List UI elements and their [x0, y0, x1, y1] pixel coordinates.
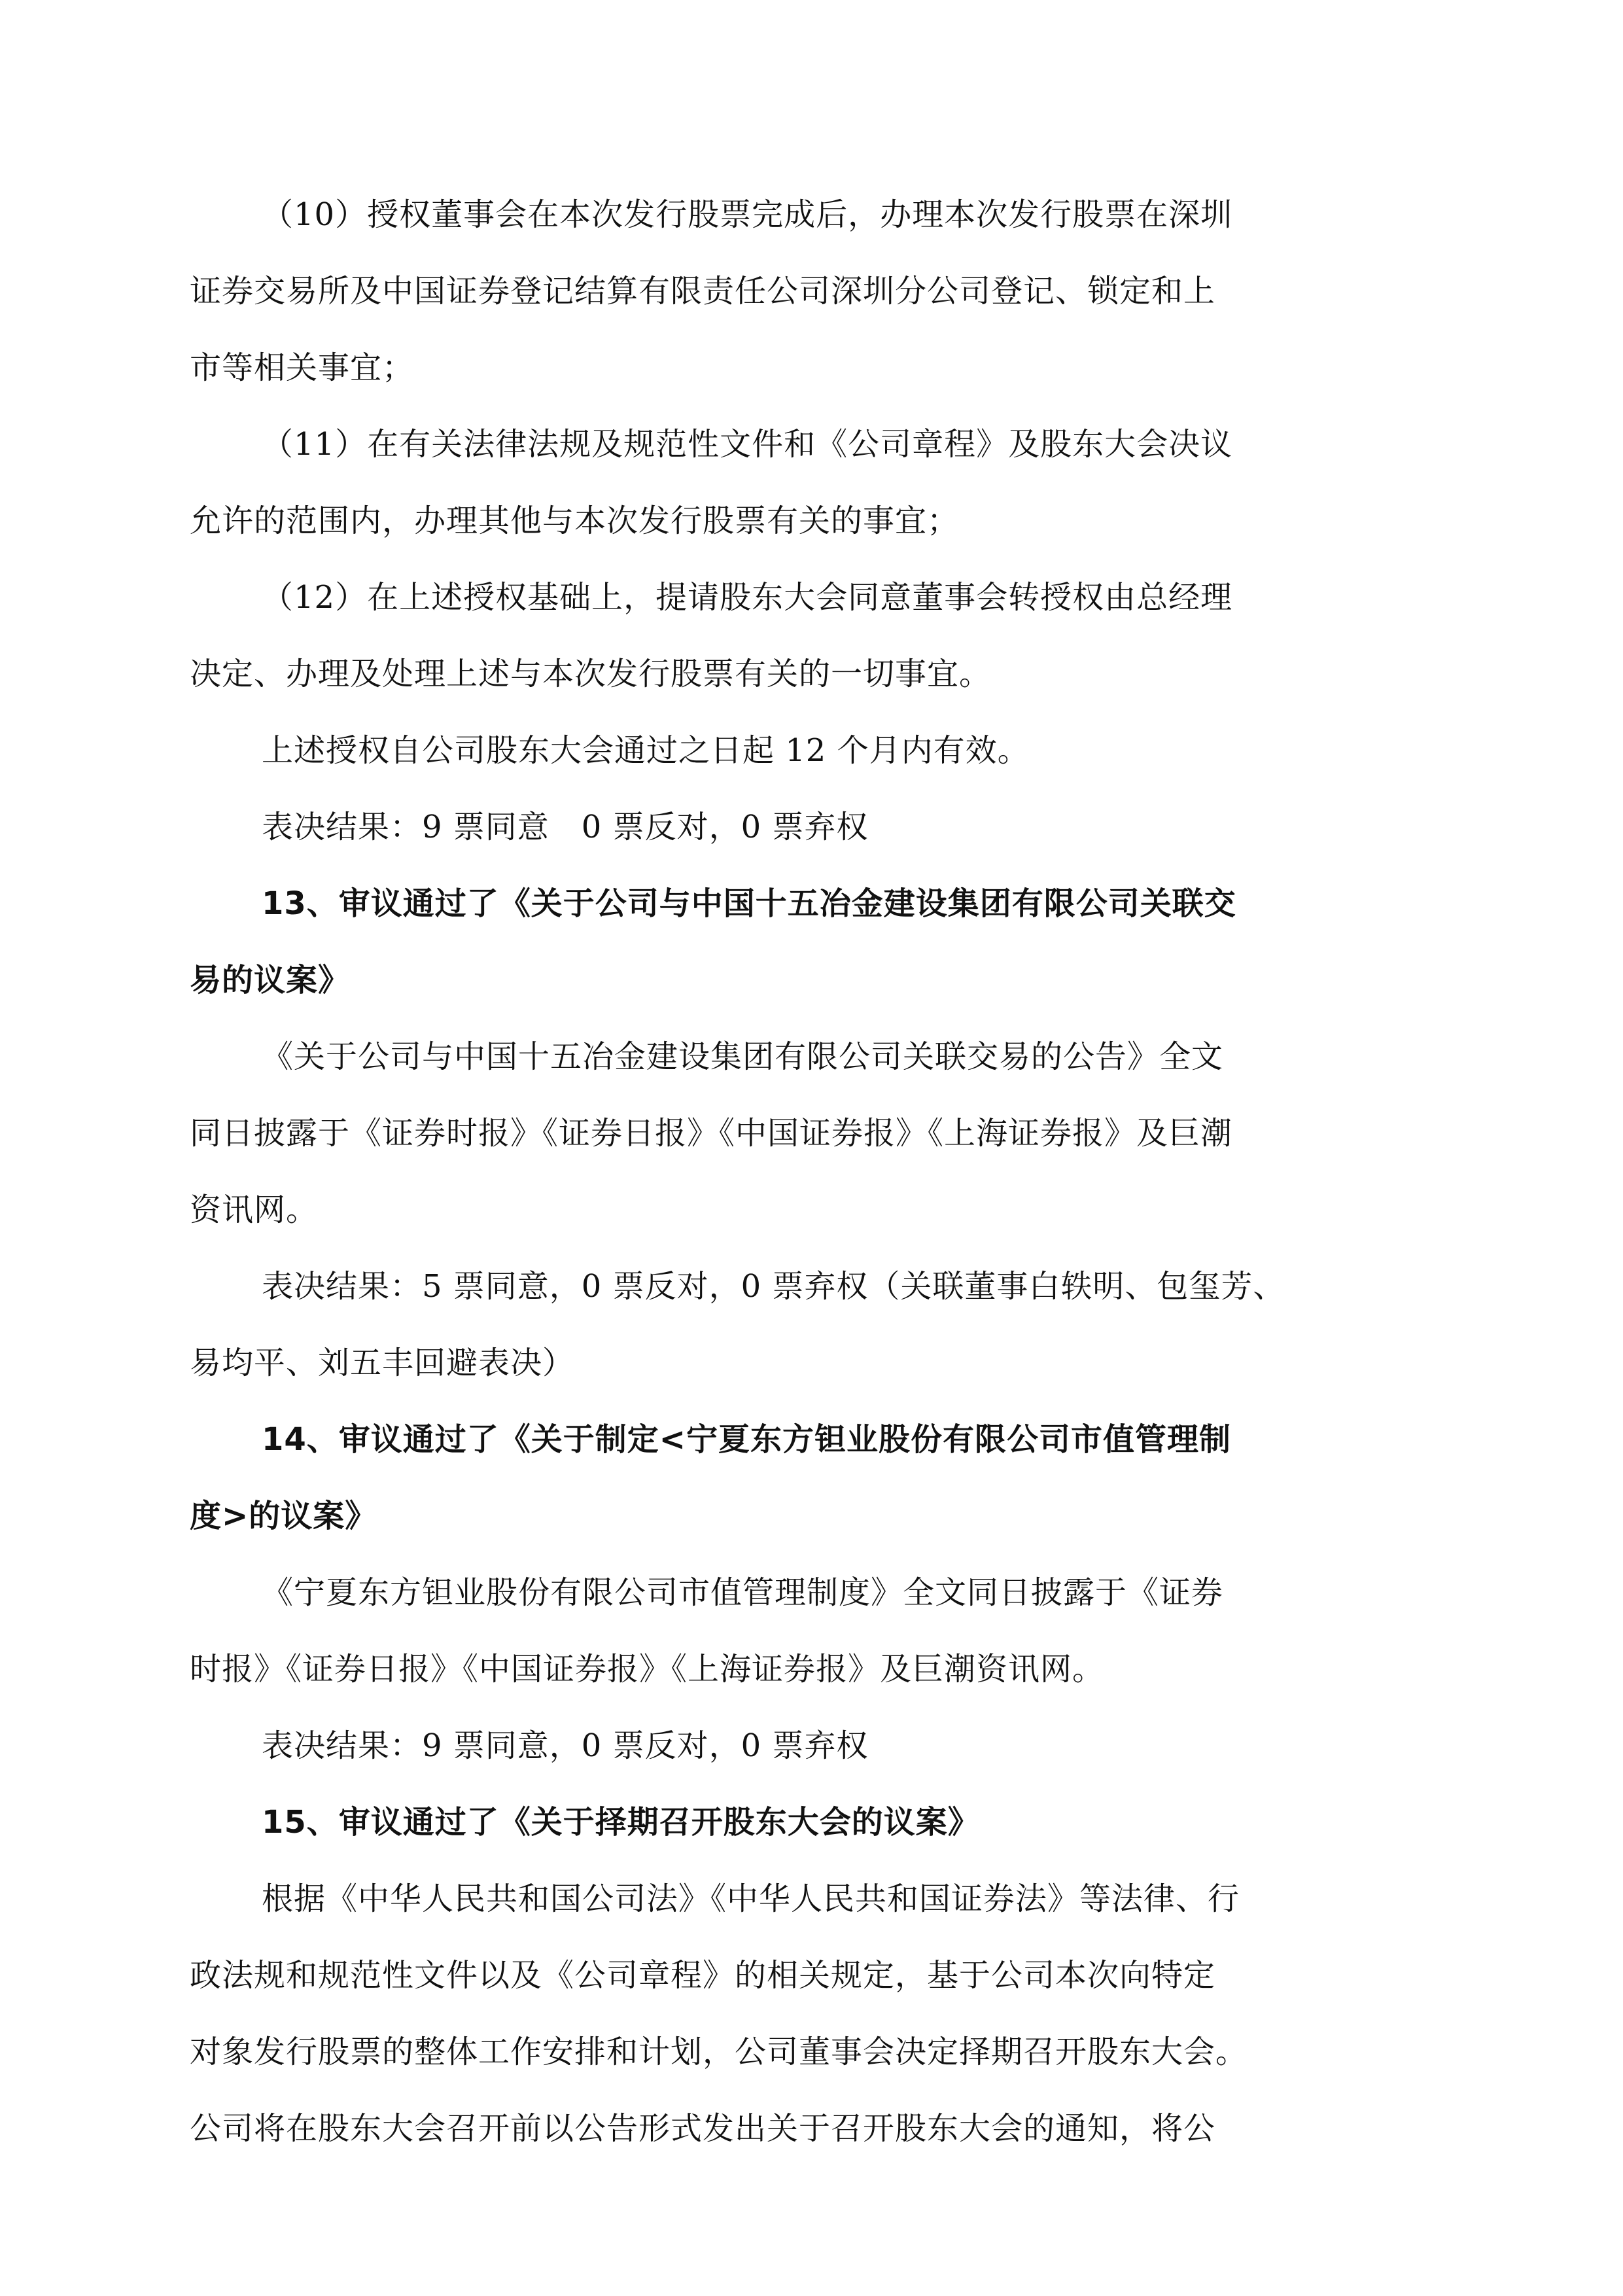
vote-result-line: 表决结果：5 票同意，0 票反对，0 票弃权（关联董事白轶明、包玺芳、 [262, 1268, 1285, 1305]
paragraph-line: 同日披露于《证券时报》《证券日报》《中国证券报》《上海证券报》及巨潮 [190, 1115, 1233, 1152]
paragraph-line: 公司将在股东大会召开前以公告形式发出关于召开股东大会的通知，将公 [190, 2110, 1216, 2147]
paragraph-line: 政法规和规范性文件以及《公司章程》的相关规定，基于公司本次向特定 [190, 1957, 1216, 1994]
paragraph-line: 市等相关事宜； [190, 349, 415, 386]
paragraph-line: 资讯网。 [190, 1192, 319, 1228]
paragraph-line: 《关于公司与中国十五冶金建设集团有限公司关联交易的公告》全文 [262, 1038, 1224, 1075]
paragraph-line: （11）在有关法律法规及规范性文件和《公司章程》及股东大会决议 [262, 426, 1233, 463]
paragraph-line: 对象发行股票的整体工作安排和计划，公司董事会决定择期召开股东大会。 [190, 2034, 1248, 2070]
paragraph-line: 证券交易所及中国证券登记结算有限责任公司深圳分公司登记、锁定和上 [190, 273, 1216, 309]
paragraph-line: （12）在上述授权基础上，提请股东大会同意董事会转授权由总经理 [262, 579, 1233, 616]
paragraph-line: （10）授权董事会在本次发行股票完成后，办理本次发行股票在深圳 [262, 196, 1233, 233]
vote-result-line-cont: 易均平、刘五丰回避表决） [190, 1345, 575, 1381]
section-heading-13: 13、审议通过了《关于公司与中国十五冶金建设集团有限公司关联交 [262, 885, 1236, 922]
section-heading-15: 15、审议通过了《关于择期召开股东大会的议案》 [262, 1804, 980, 1841]
vote-result-line: 表决结果：9 票同意 0 票反对，0 票弃权 [262, 809, 869, 845]
paragraph-line: 《宁夏东方钽业股份有限公司市值管理制度》全文同日披露于《证券 [262, 1574, 1224, 1611]
section-heading-13-cont: 易的议案》 [190, 962, 351, 998]
vote-result-line: 表决结果：9 票同意，0 票反对，0 票弃权 [262, 1727, 869, 1764]
paragraph-line: 决定、办理及处理上述与本次发行股票有关的一切事宜。 [190, 656, 992, 692]
paragraph-line: 允许的范围内，办理其他与本次发行股票有关的事宜； [190, 503, 960, 539]
paragraph-line: 时报》《证券日报》《中国证券报》《上海证券报》及巨潮资讯网。 [190, 1651, 1105, 1687]
section-heading-14-cont: 度>的议案》 [190, 1498, 377, 1534]
section-heading-14: 14、审议通过了《关于制定<宁夏东方钽业股份有限公司市值管理制 [262, 1421, 1232, 1458]
paragraph-line: 根据《中华人民共和国公司法》《中华人民共和国证券法》等法律、行 [262, 1881, 1240, 1917]
paragraph-line: 上述授权自公司股东大会通过之日起 12 个月内有效。 [262, 732, 1030, 769]
document-page [190, 177, 1433, 2167]
